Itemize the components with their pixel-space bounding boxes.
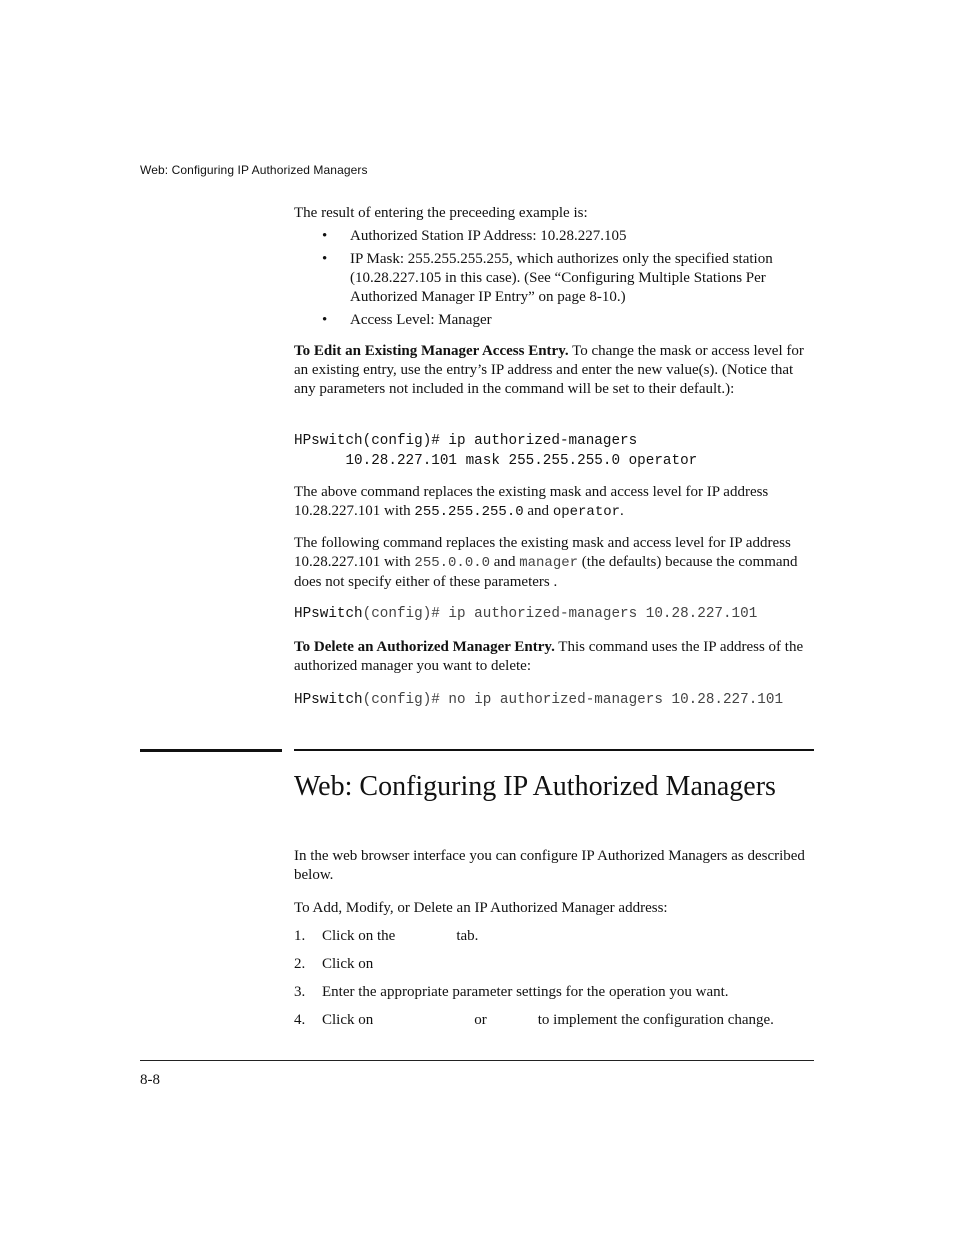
section-rule-left: [140, 749, 282, 752]
following-command-paragraph: [294, 534, 816, 592]
bullet-item: Authorized Station IP Address: 10.28.227.105: [350, 228, 627, 244]
web-intro-paragraph: In the web browser interface you can configure IP Authorized Managers as described below.: [294, 848, 805, 883]
edit-entry-heading: To Edit an Existing Manager Access Entry.: [294, 343, 569, 359]
code-block-edit: [294, 431, 697, 471]
step-number: 1.: [294, 928, 306, 944]
code-line: 10.28.227.101 mask 255.255.255.0 operator: [294, 453, 698, 469]
code-prompt: HPswitch: [294, 606, 363, 622]
delete-entry-text: This command uses the IP address of the authorized manager you want to delete:: [294, 639, 804, 674]
para-text: The following command replaces the existing mask and access level for IP address 10.28.227.101 with: [294, 535, 791, 570]
code-command: (config)# no ip authorized-managers 10.28.227.101: [362, 692, 784, 708]
step-text: Click on: [322, 956, 374, 972]
bullet-item: IP Mask: 255.255.255.255, which authorizes only the specified station (10.28.227.105 in this case). (See “Configuring Multiple Stations Per Authorized Manager IP Entry” on page 8-10.): [350, 251, 773, 305]
step-part: tab.: [456, 928, 479, 944]
para-text: (the defaults) because the command does not specify either of these parameters .: [294, 554, 798, 590]
page-number: 8-8: [140, 1072, 160, 1088]
step-part: to implement the configuration change.: [537, 1012, 774, 1028]
inline-code: 255.255.255.0: [414, 504, 524, 520]
code-block-delete: [294, 690, 783, 710]
web-todo-paragraph: To Add, Modify, or Delete an IP Authorized Manager address:: [294, 900, 668, 916]
inline-code: manager: [519, 555, 579, 571]
section-title: Web: Configuring IP Authorized Managers: [294, 771, 776, 802]
step-number: 3.: [294, 984, 306, 1000]
step-part: Click on: [322, 1012, 374, 1028]
code-block-default: [294, 604, 757, 624]
step-part: or: [474, 1012, 487, 1028]
section-rule-right: [294, 749, 814, 751]
para-text: and: [490, 554, 520, 570]
step-number: 2.: [294, 956, 306, 972]
delete-entry-paragraph: [294, 638, 816, 676]
edit-entry-text: To change the mask or access level for an existing entry, use the entry’s IP address and enter the new value(s). (Notice that any parameters not included in the command will be set to their default.):: [294, 343, 804, 397]
footer-rule: [140, 1060, 814, 1061]
step-part: Click on the: [322, 928, 396, 944]
bullet-item: Access Level: Manager: [350, 312, 492, 328]
bullet-glyph: •: [322, 312, 328, 328]
delete-entry-heading: To Delete an Authorized Manager Entry.: [294, 639, 555, 655]
bullet-glyph: •: [322, 251, 328, 267]
para-text: and: [523, 503, 553, 519]
intro-paragraph: The result of entering the preceeding example is:: [294, 205, 588, 221]
above-command-paragraph: [294, 483, 816, 522]
step-text: [322, 927, 478, 946]
para-text: .: [620, 503, 624, 519]
step-number: 4.: [294, 1012, 306, 1028]
step-text: [322, 1011, 774, 1030]
code-line: HPswitch(config)# ip authorized-managers: [294, 433, 638, 449]
inline-code: operator: [552, 504, 621, 520]
para-text: The above command replaces the existing mask and access level for IP address 10.28.227.101 with: [294, 484, 769, 519]
bullet-glyph: •: [322, 228, 328, 244]
code-command: (config)# ip authorized-managers 10.28.227.101: [362, 606, 758, 622]
code-prompt: HPswitch: [294, 692, 363, 708]
step-text: Enter the appropriate parameter settings for the operation you want.: [322, 984, 729, 1000]
running-head: Web: Configuring IP Authorized Managers: [140, 163, 368, 177]
edit-entry-paragraph: [294, 342, 816, 399]
inline-code: 255.0.0.0: [414, 555, 491, 571]
